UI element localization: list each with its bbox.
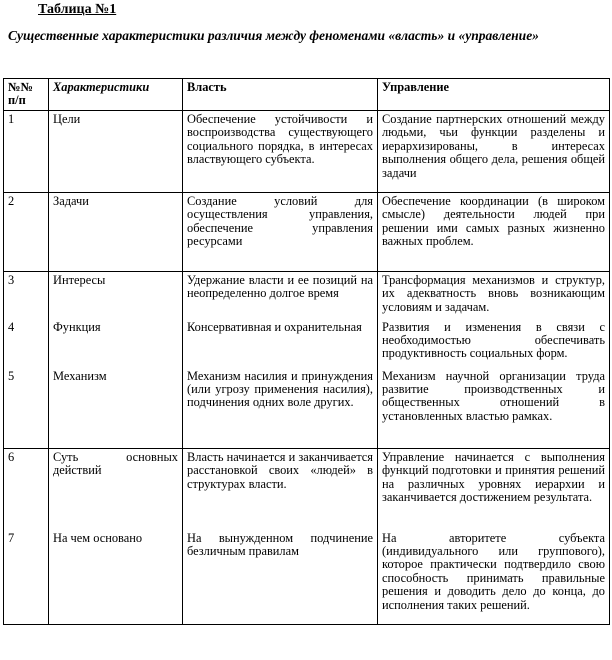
header-power: Власть	[183, 79, 378, 111]
table-row	[4, 530, 610, 625]
table-row	[4, 319, 610, 368]
row-characteristic: На чем основано	[49, 530, 183, 625]
row-number: 3	[4, 272, 49, 319]
table-row	[4, 449, 610, 530]
header-management: Управление	[378, 79, 610, 111]
row-characteristic: Функция	[49, 319, 183, 368]
row-characteristic: Суть основных действий	[49, 449, 183, 530]
row-management: Управление начинается с выполнения функций подготовки и принятия решений на различных уровнях иерархии и заканчивается достижением результата.	[378, 449, 610, 530]
row-power: Механизм насилия и принуждения (или угрозу применения насилия), подчинения одних воле других.	[183, 368, 378, 449]
row-number: 4	[4, 319, 49, 368]
row-number: 7	[4, 530, 49, 625]
table-header-row	[4, 79, 610, 111]
header-number: №№ п/п	[4, 79, 49, 111]
row-management: Механизм научной организации труда развитие производственных и общественных отношений в установленных властью рамках.	[378, 368, 610, 449]
table-row	[4, 193, 610, 272]
table-row	[4, 368, 610, 449]
row-power: Обеспечение устойчивости и воспроизводства существующего социального порядка, в интересах властвующего субъекта.	[183, 111, 378, 193]
table-heading: Существенные характеристики различия между феноменами «власть» и «управление»	[8, 28, 539, 43]
table-row	[4, 111, 610, 193]
row-power: Власть начинается и заканчивается расстановкой своих «людей» в структурах власти.	[183, 449, 378, 530]
row-characteristic: Цели	[49, 111, 183, 193]
row-number: 2	[4, 193, 49, 272]
row-power: Удержание власти и ее позиций на неопределенно долгое время	[183, 272, 378, 319]
row-characteristic: Интересы	[49, 272, 183, 319]
table-row	[4, 272, 610, 319]
row-management: На авторитете субъекта (индивидуального или группового), которое практически подтвердило свою способность принимать правильные решения и доводить дело до конца, до исполнения таких решений.	[378, 530, 610, 625]
row-power: На вынужденном подчинение безличным правилам	[183, 530, 378, 625]
header-characteristics: Характеристики	[49, 79, 183, 111]
row-management: Обеспечение координации (в широком смысле) деятельности людей при решении ими самых разных жизненно важных проблем.	[378, 193, 610, 272]
row-power: Создание условий для осуществления управления, обеспечение управления ресурсами	[183, 193, 378, 272]
table-title: Таблица №1	[38, 2, 117, 17]
comparison-table	[3, 78, 610, 625]
row-management: Развития и изменения в связи с необходимостью обеспечивать продуктивность социальных форм.	[378, 319, 610, 368]
row-number: 1	[4, 111, 49, 193]
row-management: Трансформация механизмов и структур, их адекватность вновь возникающим условиям и задачам.	[378, 272, 610, 319]
row-number: 6	[4, 449, 49, 530]
row-characteristic: Задачи	[49, 193, 183, 272]
row-number: 5	[4, 368, 49, 449]
row-power: Консервативная и охранительная	[183, 319, 378, 368]
row-management: Создание партнерских отношений между людьми, чьи функции разделены и иерархизированы, в интересах выполнения общего дела, решения общей задачи	[378, 111, 610, 193]
row-characteristic: Механизм	[49, 368, 183, 449]
